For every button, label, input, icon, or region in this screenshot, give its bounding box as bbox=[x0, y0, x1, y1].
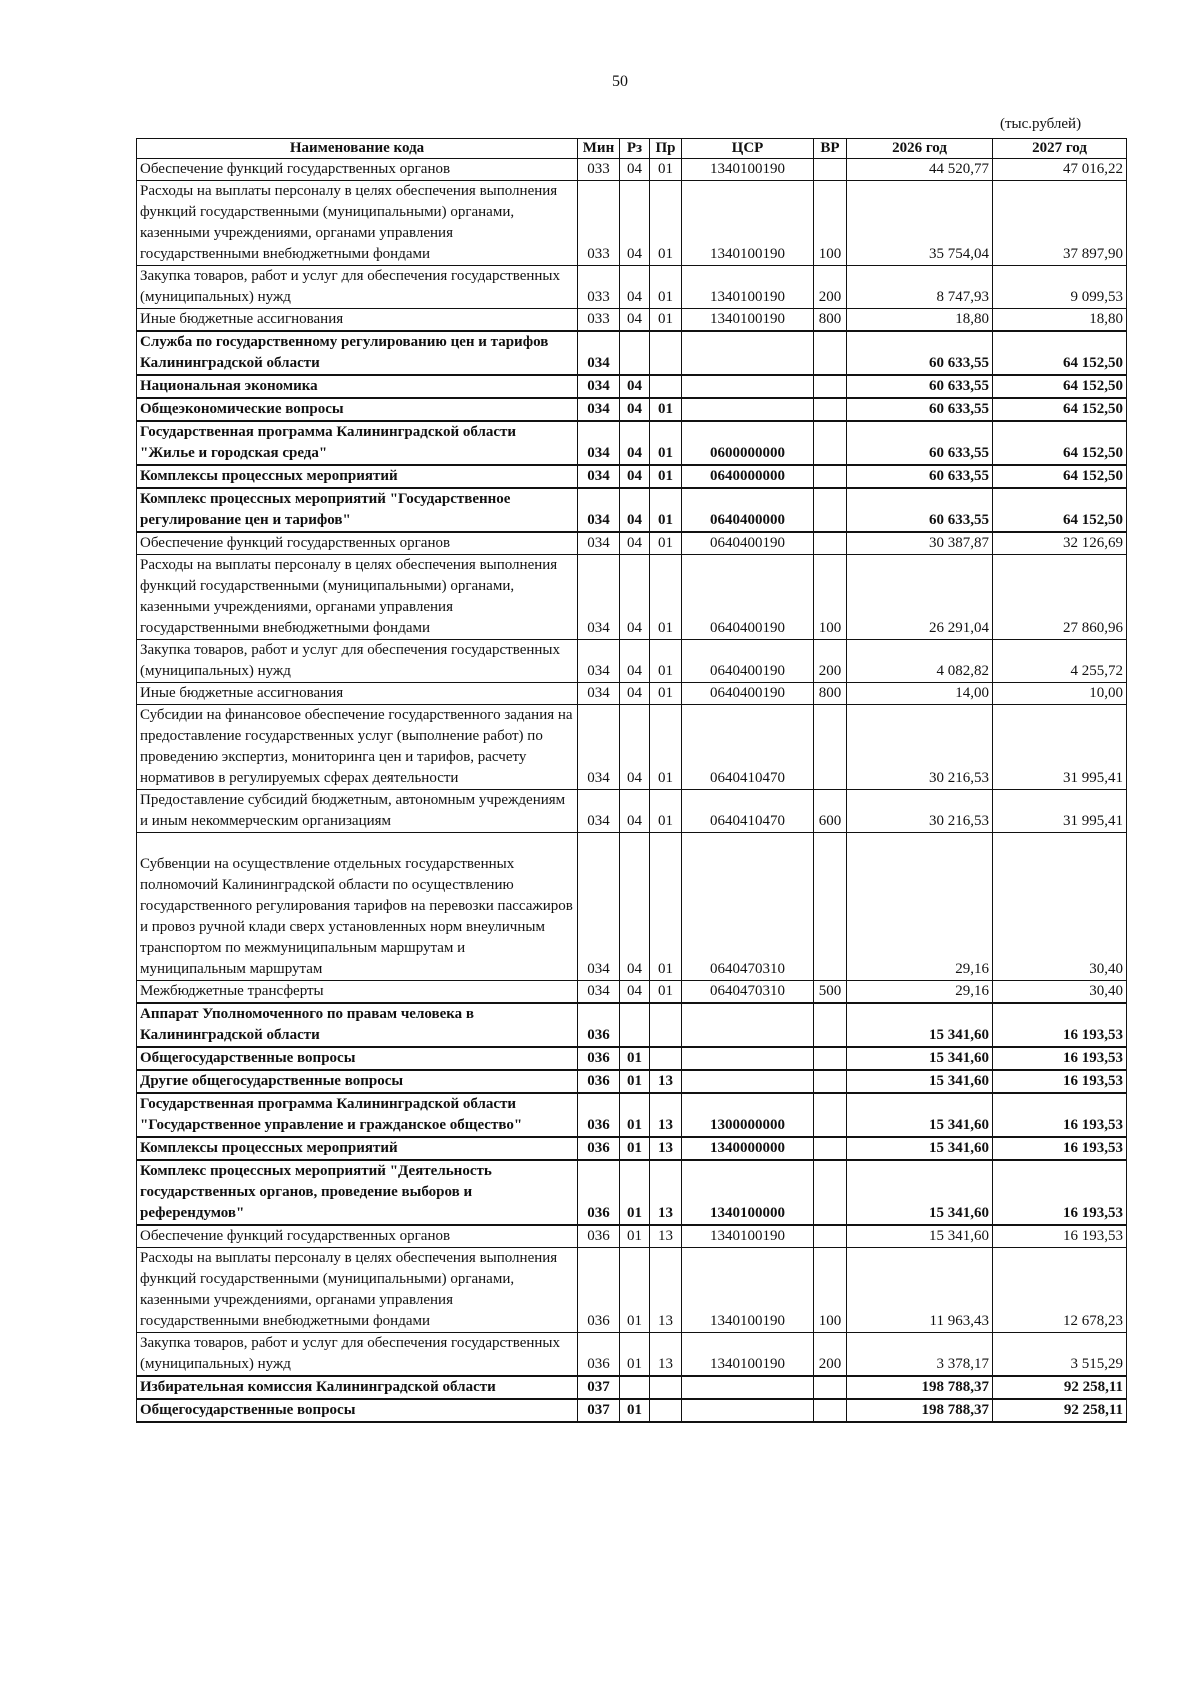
row-name-cell: Закупка товаров, работ и услуг для обеспечения государственных (муниципальных) нужд bbox=[137, 266, 578, 309]
row-vr-cell bbox=[814, 1093, 847, 1137]
row-pr-cell: 01 bbox=[650, 465, 682, 488]
row-2027-cell: 92 258,11 bbox=[993, 1376, 1127, 1399]
row-name-cell: Служба по государственному регулированию цен и тарифов Калининградской области bbox=[137, 331, 578, 375]
row-vr-cell bbox=[814, 705, 847, 790]
page-number: 50 bbox=[612, 73, 628, 90]
row-vr-cell bbox=[814, 1225, 847, 1248]
row-rz-cell: 01 bbox=[620, 1248, 650, 1333]
row-csr-cell: 0640470310 bbox=[682, 833, 814, 981]
row-2027-cell: 32 126,69 bbox=[993, 532, 1127, 555]
row-rz-cell: 04 bbox=[620, 833, 650, 981]
row-rz-cell bbox=[620, 1376, 650, 1399]
row-pr-cell: 01 bbox=[650, 488, 682, 532]
row-2026-cell: 60 633,55 bbox=[847, 398, 993, 421]
row-csr-cell: 1340100190 bbox=[682, 181, 814, 266]
row-csr-cell: 1340000000 bbox=[682, 1137, 814, 1160]
row-pr-cell: 01 bbox=[650, 398, 682, 421]
row-2027-cell: 64 152,50 bbox=[993, 465, 1127, 488]
row-rz-cell: 04 bbox=[620, 488, 650, 532]
row-vr-cell: 200 bbox=[814, 640, 847, 683]
table-row bbox=[137, 398, 1127, 421]
row-name-cell: Субвенции на осуществление отдельных государственных полномочий Калининградской области по осуществлению государственного регулирования тарифов на перевозки пассажиров и провоз ручной клади сверх установленных норм внеуличным транспортом по межмуниципальным маршрутам и муниципальным маршрутам bbox=[137, 833, 578, 981]
row-name-cell: Обеспечение функций государственных органов bbox=[137, 1225, 578, 1248]
row-name-cell: Государственная программа Калининградской области "Жилье и городская среда" bbox=[137, 421, 578, 465]
row-pr-cell: 13 bbox=[650, 1137, 682, 1160]
row-name-cell: Общеэкономические вопросы bbox=[137, 398, 578, 421]
table-body bbox=[137, 159, 1127, 1423]
table-row bbox=[137, 790, 1127, 833]
row-min-cell: 034 bbox=[578, 421, 620, 465]
row-pr-cell bbox=[650, 1376, 682, 1399]
table-row bbox=[137, 309, 1127, 332]
row-vr-cell: 100 bbox=[814, 1248, 847, 1333]
table-row bbox=[137, 705, 1127, 790]
row-csr-cell bbox=[682, 398, 814, 421]
row-csr-cell: 1340100190 bbox=[682, 1333, 814, 1377]
row-2026-cell: 15 341,60 bbox=[847, 1137, 993, 1160]
row-pr-cell: 13 bbox=[650, 1333, 682, 1377]
row-vr-cell: 800 bbox=[814, 683, 847, 705]
row-rz-cell: 01 bbox=[620, 1399, 650, 1422]
row-vr-cell: 800 bbox=[814, 309, 847, 332]
row-csr-cell: 1300000000 bbox=[682, 1093, 814, 1137]
row-2027-cell: 37 897,90 bbox=[993, 181, 1127, 266]
row-csr-cell: 0640400190 bbox=[682, 532, 814, 555]
row-vr-cell: 200 bbox=[814, 1333, 847, 1377]
row-rz-cell: 04 bbox=[620, 398, 650, 421]
table-row bbox=[137, 1376, 1127, 1399]
row-csr-cell: 1340100190 bbox=[682, 266, 814, 309]
row-2026-cell: 11 963,43 bbox=[847, 1248, 993, 1333]
row-2027-cell: 18,80 bbox=[993, 309, 1127, 332]
row-2026-cell: 18,80 bbox=[847, 309, 993, 332]
row-2026-cell: 60 633,55 bbox=[847, 465, 993, 488]
row-2026-cell: 26 291,04 bbox=[847, 555, 993, 640]
row-2027-cell: 30,40 bbox=[993, 833, 1127, 981]
row-csr-cell: 0640470310 bbox=[682, 981, 814, 1004]
row-min-cell: 036 bbox=[578, 1333, 620, 1377]
row-2026-cell: 35 754,04 bbox=[847, 181, 993, 266]
table-row bbox=[137, 1160, 1127, 1225]
row-2027-cell: 12 678,23 bbox=[993, 1248, 1127, 1333]
row-pr-cell: 13 bbox=[650, 1093, 682, 1137]
row-pr-cell: 01 bbox=[650, 640, 682, 683]
row-min-cell: 037 bbox=[578, 1376, 620, 1399]
row-name-cell: Государственная программа Калининградской области "Государственное управление и гражданское общество" bbox=[137, 1093, 578, 1137]
row-pr-cell bbox=[650, 1047, 682, 1070]
column-header-name: Наименование кода bbox=[137, 139, 578, 159]
row-name-cell: Избирательная комиссия Калининградской области bbox=[137, 1376, 578, 1399]
table-row bbox=[137, 1225, 1127, 1248]
row-vr-cell bbox=[814, 159, 847, 181]
row-2027-cell: 64 152,50 bbox=[993, 488, 1127, 532]
table-row bbox=[137, 375, 1127, 398]
row-min-cell: 036 bbox=[578, 1093, 620, 1137]
row-rz-cell: 04 bbox=[620, 159, 650, 181]
row-2026-cell: 198 788,37 bbox=[847, 1399, 993, 1422]
column-header-rz: Рз bbox=[620, 139, 650, 159]
row-name-cell: Национальная экономика bbox=[137, 375, 578, 398]
row-rz-cell: 04 bbox=[620, 421, 650, 465]
row-min-cell: 033 bbox=[578, 159, 620, 181]
table-row bbox=[137, 981, 1127, 1004]
row-min-cell: 036 bbox=[578, 1160, 620, 1225]
row-2026-cell: 44 520,77 bbox=[847, 159, 993, 181]
row-vr-cell bbox=[814, 532, 847, 555]
row-pr-cell: 01 bbox=[650, 683, 682, 705]
row-pr-cell: 01 bbox=[650, 266, 682, 309]
table-row bbox=[137, 532, 1127, 555]
row-2027-cell: 92 258,11 bbox=[993, 1399, 1127, 1422]
row-2026-cell: 29,16 bbox=[847, 981, 993, 1004]
row-2027-cell: 47 016,22 bbox=[993, 159, 1127, 181]
row-2026-cell: 29,16 bbox=[847, 833, 993, 981]
row-csr-cell: 0640400190 bbox=[682, 555, 814, 640]
table-row bbox=[137, 181, 1127, 266]
row-vr-cell: 200 bbox=[814, 266, 847, 309]
row-name-cell: Иные бюджетные ассигнования bbox=[137, 309, 578, 332]
row-vr-cell: 100 bbox=[814, 181, 847, 266]
row-vr-cell: 600 bbox=[814, 790, 847, 833]
row-2026-cell: 15 341,60 bbox=[847, 1047, 993, 1070]
row-name-cell: Предоставление субсидий бюджетным, автономным учреждениям и иным некоммерческим организациям bbox=[137, 790, 578, 833]
table-row bbox=[137, 683, 1127, 705]
row-min-cell: 034 bbox=[578, 981, 620, 1004]
row-min-cell: 034 bbox=[578, 375, 620, 398]
row-rz-cell: 04 bbox=[620, 465, 650, 488]
row-rz-cell: 04 bbox=[620, 640, 650, 683]
row-min-cell: 036 bbox=[578, 1070, 620, 1093]
row-csr-cell: 0640400190 bbox=[682, 640, 814, 683]
row-rz-cell: 04 bbox=[620, 309, 650, 332]
row-csr-cell bbox=[682, 1070, 814, 1093]
row-name-cell: Комплекс процессных мероприятий "Деятельность государственных органов, проведение выборов и референдумов" bbox=[137, 1160, 578, 1225]
row-min-cell: 033 bbox=[578, 309, 620, 332]
row-vr-cell bbox=[814, 375, 847, 398]
row-2026-cell: 14,00 bbox=[847, 683, 993, 705]
row-2027-cell: 64 152,50 bbox=[993, 375, 1127, 398]
row-min-cell: 036 bbox=[578, 1137, 620, 1160]
row-rz-cell: 01 bbox=[620, 1333, 650, 1377]
row-vr-cell bbox=[814, 1070, 847, 1093]
row-min-cell: 033 bbox=[578, 181, 620, 266]
row-2027-cell: 30,40 bbox=[993, 981, 1127, 1004]
row-csr-cell: 1340100190 bbox=[682, 309, 814, 332]
row-2027-cell: 16 193,53 bbox=[993, 1137, 1127, 1160]
row-rz-cell bbox=[620, 331, 650, 375]
row-name-cell: Аппарат Уполномоченного по правам человека в Калининградской области bbox=[137, 1003, 578, 1047]
row-rz-cell: 04 bbox=[620, 790, 650, 833]
row-2026-cell: 30 387,87 bbox=[847, 532, 993, 555]
row-2027-cell: 64 152,50 bbox=[993, 398, 1127, 421]
table-row bbox=[137, 159, 1127, 181]
row-pr-cell: 01 bbox=[650, 532, 682, 555]
row-2027-cell: 10,00 bbox=[993, 683, 1127, 705]
row-pr-cell: 01 bbox=[650, 181, 682, 266]
row-2027-cell: 16 193,53 bbox=[993, 1225, 1127, 1248]
row-rz-cell: 04 bbox=[620, 705, 650, 790]
row-min-cell: 034 bbox=[578, 833, 620, 981]
row-2027-cell: 16 193,53 bbox=[993, 1003, 1127, 1047]
row-name-cell: Обеспечение функций государственных органов bbox=[137, 532, 578, 555]
row-csr-cell: 0600000000 bbox=[682, 421, 814, 465]
row-min-cell: 034 bbox=[578, 465, 620, 488]
row-vr-cell bbox=[814, 1376, 847, 1399]
row-vr-cell bbox=[814, 488, 847, 532]
row-min-cell: 034 bbox=[578, 640, 620, 683]
row-rz-cell bbox=[620, 1003, 650, 1047]
table-header-row bbox=[137, 139, 1127, 159]
row-2026-cell: 15 341,60 bbox=[847, 1093, 993, 1137]
row-rz-cell: 01 bbox=[620, 1137, 650, 1160]
row-rz-cell: 04 bbox=[620, 532, 650, 555]
row-pr-cell: 13 bbox=[650, 1225, 682, 1248]
row-min-cell: 037 bbox=[578, 1399, 620, 1422]
row-rz-cell: 01 bbox=[620, 1225, 650, 1248]
row-vr-cell: 500 bbox=[814, 981, 847, 1004]
row-pr-cell: 01 bbox=[650, 981, 682, 1004]
row-2027-cell: 4 255,72 bbox=[993, 640, 1127, 683]
row-rz-cell: 04 bbox=[620, 266, 650, 309]
table-row bbox=[137, 833, 1127, 981]
row-min-cell: 034 bbox=[578, 488, 620, 532]
table-row bbox=[137, 331, 1127, 375]
row-name-cell: Другие общегосударственные вопросы bbox=[137, 1070, 578, 1093]
table-row bbox=[137, 421, 1127, 465]
row-2027-cell: 16 193,53 bbox=[993, 1070, 1127, 1093]
row-name-cell: Субсидии на финансовое обеспечение государственного задания на предоставление государственных услуг (выполнение работ) по проведению экспертиз, мониторинга цен и тарифов, расчету нормативов в регулируемых сферах деятельности bbox=[137, 705, 578, 790]
table-row bbox=[137, 1003, 1127, 1047]
row-vr-cell bbox=[814, 1160, 847, 1225]
row-csr-cell: 1340100190 bbox=[682, 1225, 814, 1248]
column-header-vr: ВР bbox=[814, 139, 847, 159]
row-pr-cell bbox=[650, 1399, 682, 1422]
row-pr-cell: 01 bbox=[650, 790, 682, 833]
row-2027-cell: 16 193,53 bbox=[993, 1160, 1127, 1225]
row-name-cell: Комплексы процессных мероприятий bbox=[137, 465, 578, 488]
units-label: (тыс.рублей) bbox=[1000, 116, 1082, 132]
row-2027-cell: 16 193,53 bbox=[993, 1093, 1127, 1137]
row-min-cell: 033 bbox=[578, 266, 620, 309]
row-name-cell: Закупка товаров, работ и услуг для обеспечения государственных (муниципальных) нужд bbox=[137, 640, 578, 683]
table-row bbox=[137, 1047, 1127, 1070]
row-pr-cell bbox=[650, 1003, 682, 1047]
row-2026-cell: 60 633,55 bbox=[847, 421, 993, 465]
row-min-cell: 034 bbox=[578, 683, 620, 705]
row-pr-cell bbox=[650, 331, 682, 375]
row-min-cell: 036 bbox=[578, 1248, 620, 1333]
row-name-cell: Межбюджетные трансферты bbox=[137, 981, 578, 1004]
row-vr-cell bbox=[814, 1137, 847, 1160]
row-csr-cell bbox=[682, 1003, 814, 1047]
row-csr-cell: 0640400190 bbox=[682, 683, 814, 705]
row-name-cell: Расходы на выплаты персоналу в целях обеспечения выполнения функций государственными (муниципальными) органами, казенными учреждениями, органами управления государственными внебюджетными фондами bbox=[137, 555, 578, 640]
row-pr-cell: 01 bbox=[650, 833, 682, 981]
row-2026-cell: 15 341,60 bbox=[847, 1070, 993, 1093]
row-name-cell: Расходы на выплаты персоналу в целях обеспечения выполнения функций государственными (муниципальными) органами, казенными учреждениями, органами управления государственными внебюджетными фондами bbox=[137, 1248, 578, 1333]
row-2026-cell: 198 788,37 bbox=[847, 1376, 993, 1399]
table-row bbox=[137, 1137, 1127, 1160]
table-row bbox=[137, 555, 1127, 640]
row-2026-cell: 15 341,60 bbox=[847, 1003, 993, 1047]
row-name-cell: Закупка товаров, работ и услуг для обеспечения государственных (муниципальных) нужд bbox=[137, 1333, 578, 1377]
row-min-cell: 036 bbox=[578, 1047, 620, 1070]
row-rz-cell: 04 bbox=[620, 555, 650, 640]
row-2026-cell: 30 216,53 bbox=[847, 705, 993, 790]
row-pr-cell: 13 bbox=[650, 1070, 682, 1093]
row-rz-cell: 04 bbox=[620, 683, 650, 705]
budget-table bbox=[136, 138, 1127, 1423]
table-row bbox=[137, 1248, 1127, 1333]
row-pr-cell bbox=[650, 375, 682, 398]
row-2026-cell: 8 747,93 bbox=[847, 266, 993, 309]
row-2026-cell: 4 082,82 bbox=[847, 640, 993, 683]
column-header-2027: 2027 год bbox=[993, 139, 1127, 159]
row-2027-cell: 9 099,53 bbox=[993, 266, 1127, 309]
row-min-cell: 034 bbox=[578, 790, 620, 833]
row-2026-cell: 60 633,55 bbox=[847, 331, 993, 375]
row-name-cell: Комплекс процессных мероприятий "Государственное регулирование цен и тарифов" bbox=[137, 488, 578, 532]
table-row bbox=[137, 266, 1127, 309]
row-pr-cell: 01 bbox=[650, 159, 682, 181]
row-2027-cell: 64 152,50 bbox=[993, 421, 1127, 465]
row-name-cell: Общегосударственные вопросы bbox=[137, 1399, 578, 1422]
row-vr-cell bbox=[814, 1047, 847, 1070]
row-rz-cell: 04 bbox=[620, 181, 650, 266]
row-min-cell: 034 bbox=[578, 398, 620, 421]
row-vr-cell: 100 bbox=[814, 555, 847, 640]
row-pr-cell: 01 bbox=[650, 555, 682, 640]
table-row bbox=[137, 488, 1127, 532]
row-pr-cell: 01 bbox=[650, 705, 682, 790]
row-name-cell: Расходы на выплаты персоналу в целях обеспечения выполнения функций государственными (муниципальными) органами, казенными учреждениями, органами управления государственными внебюджетными фондами bbox=[137, 181, 578, 266]
column-header-2026: 2026 год bbox=[847, 139, 993, 159]
row-vr-cell bbox=[814, 833, 847, 981]
row-pr-cell: 13 bbox=[650, 1248, 682, 1333]
row-2027-cell: 31 995,41 bbox=[993, 790, 1127, 833]
row-2026-cell: 3 378,17 bbox=[847, 1333, 993, 1377]
row-min-cell: 034 bbox=[578, 705, 620, 790]
row-rz-cell: 01 bbox=[620, 1093, 650, 1137]
table-row bbox=[137, 465, 1127, 488]
row-csr-cell: 0640410470 bbox=[682, 705, 814, 790]
table-row bbox=[137, 640, 1127, 683]
row-csr-cell: 0640410470 bbox=[682, 790, 814, 833]
row-csr-cell: 0640400000 bbox=[682, 488, 814, 532]
row-2026-cell: 60 633,55 bbox=[847, 375, 993, 398]
row-vr-cell bbox=[814, 398, 847, 421]
row-vr-cell bbox=[814, 331, 847, 375]
table-row bbox=[137, 1093, 1127, 1137]
row-min-cell: 036 bbox=[578, 1003, 620, 1047]
row-min-cell: 034 bbox=[578, 532, 620, 555]
row-vr-cell bbox=[814, 1399, 847, 1422]
row-2026-cell: 15 341,60 bbox=[847, 1160, 993, 1225]
table-row bbox=[137, 1399, 1127, 1422]
row-csr-cell bbox=[682, 375, 814, 398]
row-2027-cell: 27 860,96 bbox=[993, 555, 1127, 640]
row-rz-cell: 01 bbox=[620, 1047, 650, 1070]
table-row bbox=[137, 1070, 1127, 1093]
row-min-cell: 036 bbox=[578, 1225, 620, 1248]
column-header-pr: Пр bbox=[650, 139, 682, 159]
row-csr-cell bbox=[682, 331, 814, 375]
row-2027-cell: 3 515,29 bbox=[993, 1333, 1127, 1377]
row-min-cell: 034 bbox=[578, 331, 620, 375]
row-pr-cell: 13 bbox=[650, 1160, 682, 1225]
column-header-min: Мин bbox=[578, 139, 620, 159]
row-2026-cell: 15 341,60 bbox=[847, 1225, 993, 1248]
row-csr-cell bbox=[682, 1399, 814, 1422]
row-rz-cell: 01 bbox=[620, 1070, 650, 1093]
row-pr-cell: 01 bbox=[650, 421, 682, 465]
row-csr-cell: 1340100000 bbox=[682, 1160, 814, 1225]
row-2027-cell: 31 995,41 bbox=[993, 705, 1127, 790]
row-csr-cell bbox=[682, 1047, 814, 1070]
row-csr-cell: 1340100190 bbox=[682, 159, 814, 181]
row-min-cell: 034 bbox=[578, 555, 620, 640]
row-name-cell: Комплексы процессных мероприятий bbox=[137, 1137, 578, 1160]
row-pr-cell: 01 bbox=[650, 309, 682, 332]
row-2026-cell: 30 216,53 bbox=[847, 790, 993, 833]
row-name-cell: Общегосударственные вопросы bbox=[137, 1047, 578, 1070]
row-2026-cell: 60 633,55 bbox=[847, 488, 993, 532]
row-csr-cell bbox=[682, 1376, 814, 1399]
column-header-csr: ЦСР bbox=[682, 139, 814, 159]
row-rz-cell: 01 bbox=[620, 1160, 650, 1225]
row-name-cell: Иные бюджетные ассигнования bbox=[137, 683, 578, 705]
row-rz-cell: 04 bbox=[620, 375, 650, 398]
row-vr-cell bbox=[814, 1003, 847, 1047]
row-csr-cell: 0640000000 bbox=[682, 465, 814, 488]
row-2027-cell: 16 193,53 bbox=[993, 1047, 1127, 1070]
row-name-cell: Обеспечение функций государственных органов bbox=[137, 159, 578, 181]
row-csr-cell: 1340100190 bbox=[682, 1248, 814, 1333]
row-2027-cell: 64 152,50 bbox=[993, 331, 1127, 375]
table-row bbox=[137, 1333, 1127, 1377]
row-vr-cell bbox=[814, 465, 847, 488]
row-rz-cell: 04 bbox=[620, 981, 650, 1004]
row-vr-cell bbox=[814, 421, 847, 465]
